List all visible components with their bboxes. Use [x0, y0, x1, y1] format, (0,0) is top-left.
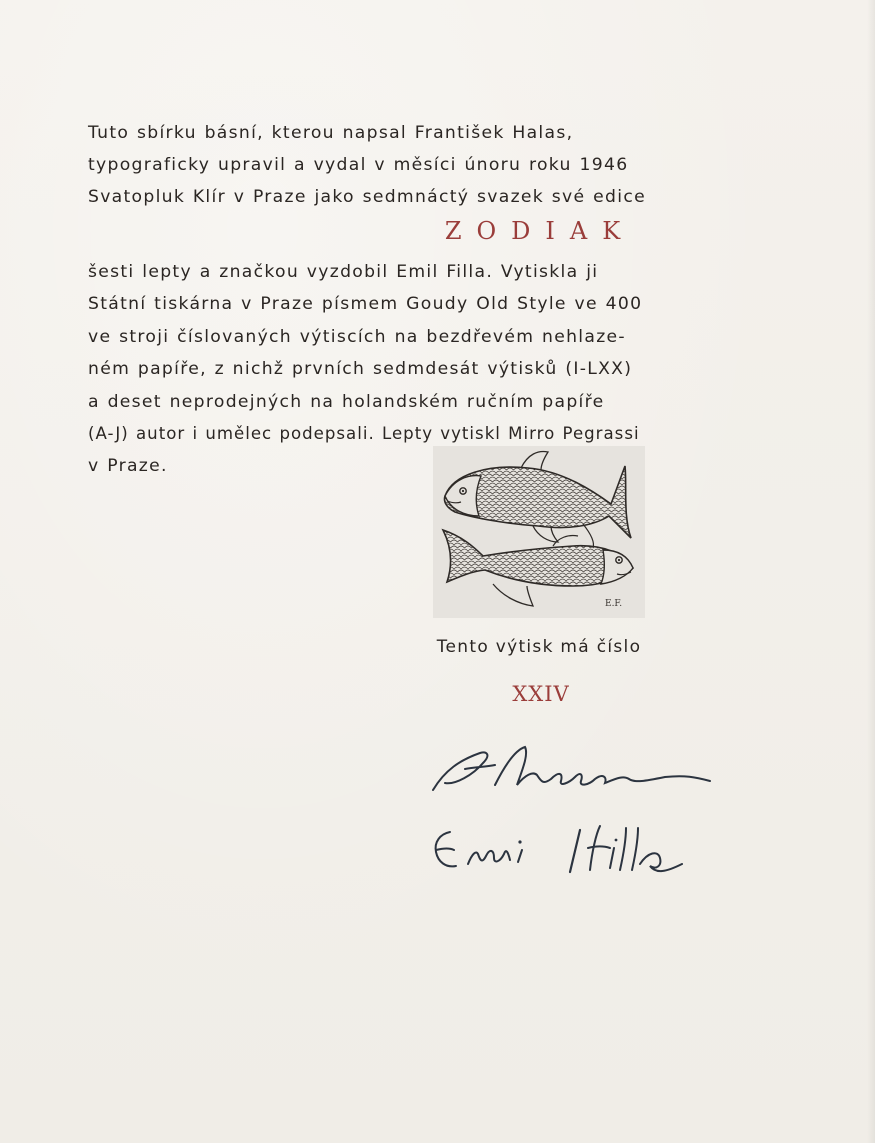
etching-monogram: E.F. — [605, 599, 623, 609]
intro-line-3: Svatopluk Klír v Praze jako sedmnáctý svazek své edice — [88, 187, 646, 207]
intro-line-1: Tuto sbírku básní, kterou napsal František Halas, — [88, 123, 574, 143]
body-line-1: šesti lepty a značkou vyzdobil Emil Filla. Vytiskla ji — [88, 262, 599, 282]
body-line-4: ném papíře, z nichž prvních sedmdesát výtisků (I-LXX) — [88, 359, 633, 379]
page-edge — [867, 0, 875, 1143]
intro-line-2: typograficky upravil a vydal v měsíci únoru roku 1946 — [88, 155, 629, 175]
edition-title: ZODIAK — [444, 217, 636, 245]
pisces-etching — [433, 446, 645, 618]
body-line-3: ve stroji číslovaných výtiscích na bezdřevém nehlaze- — [88, 327, 626, 347]
body-line-5: a deset neprodejných na holandském ručním papíře — [88, 392, 605, 412]
body-line-6: (A-J) autor i umělec podepsali. Lepty vytiskl Mirro Pegrassi — [88, 424, 640, 443]
body-line-7: v Praze. — [88, 456, 168, 476]
copy-number: XXIV — [512, 682, 570, 706]
copy-number-label: Tento výtisk má číslo — [436, 637, 642, 657]
signature-filla — [420, 812, 720, 892]
fish-etching-illustration — [433, 446, 645, 618]
lower-fish — [443, 530, 633, 606]
signature-halas — [425, 735, 725, 805]
body-line-2: Státní tiskárna v Praze písmem Goudy Old Style ve 400 — [88, 294, 643, 314]
upper-fish — [444, 452, 631, 548]
